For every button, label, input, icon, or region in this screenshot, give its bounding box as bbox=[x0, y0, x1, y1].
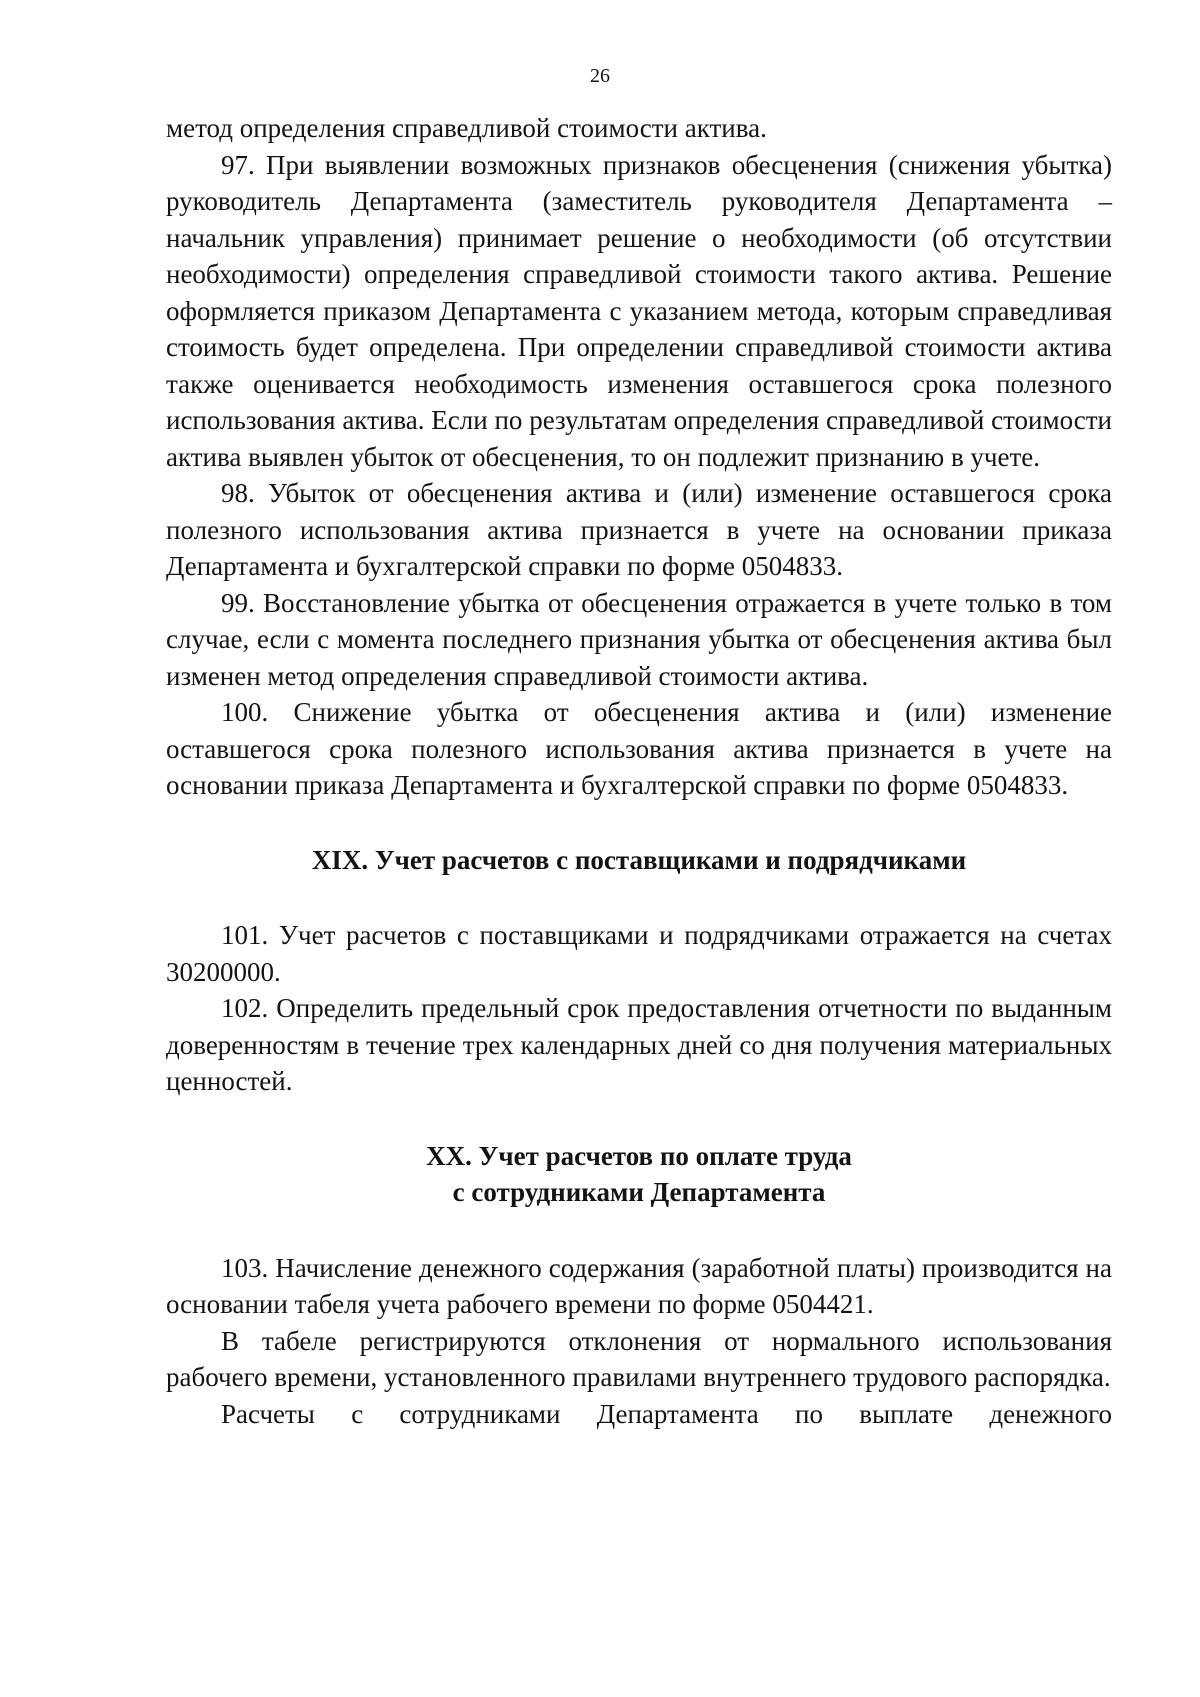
word: сотрудниками bbox=[399, 1398, 561, 1429]
paragraph-103-settlements-first-line bbox=[166, 1396, 1112, 1433]
document-body bbox=[166, 110, 1112, 1432]
paragraph-100: 100. Снижение убытка от обесценения актива и (или) изменение оставшегося срока полезного использования актива признается в учете на основании приказа Департамента и бухгалтерской справки по форме 0504833. bbox=[166, 697, 1112, 800]
word: Департамента bbox=[596, 1398, 759, 1429]
paragraph-103-timesheet: В табеле регистрируются отклонения от нормального использования рабочего времени, установленного правилами внутреннего трудового распорядка. bbox=[166, 1325, 1112, 1392]
page-number: 26 bbox=[590, 65, 610, 87]
section-heading-xx bbox=[166, 1138, 1112, 1211]
section-heading-xx-line1: XX. Учет расчетов по оплате труда bbox=[426, 1140, 852, 1171]
word: по bbox=[795, 1398, 823, 1429]
word: Расчеты bbox=[221, 1398, 315, 1429]
paragraph-97: 97. При выявлении возможных признаков обесценения (снижения убытка) руководитель Департамента (заместитель руководителя Департамента – начальник управления) принимает решение о необходимости (об отсутствии необходимости) определения справедливой стоимости такого актива. Решение оформляется приказом Департамента с указанием метода, которым справедливая стоимость будет определена. При определении справедливой стоимости актива также оценивается необходимость изменения оставшегося срока полезного использования актива. Если по результатам определения справедливой стоимости актива выявлен убыток от обесценения, то он подлежит признанию в учете. bbox=[166, 149, 1112, 472]
word: денежного bbox=[989, 1398, 1112, 1429]
paragraph-99: 99. Восстановление убытка от обесценения отражается в учете только в том случае, если с момента последнего признания убытка от обесценения актива был изменен метод определения справедливой стоимости актива. bbox=[166, 587, 1112, 691]
section-heading-xx-line2: с сотрудниками Департамента bbox=[452, 1177, 826, 1207]
paragraph-96-continuation: метод определения справедливой стоимости актива. bbox=[166, 113, 767, 143]
paragraph-103: 103. Начисление денежного содержания (заработной платы) производится на основании табеля учета рабочего времени по форме 0504421. bbox=[166, 1252, 1112, 1319]
paragraph-98: 98. Убыток от обесценения актива и (или) изменение оставшегося срока полезного использования актива признается в учете на основании приказа Департамента и бухгалтерской справки по форме 0504833. bbox=[166, 478, 1112, 581]
word: выплате bbox=[859, 1398, 954, 1429]
paragraph-101: 101. Учет расчетов с поставщиками и подрядчиками отражается на счетах 30200000. bbox=[166, 920, 1112, 987]
section-heading-xix: XIX. Учет расчетов с поставщиками и подрядчиками bbox=[311, 844, 967, 875]
word: с bbox=[351, 1398, 364, 1429]
paragraph-102: 102. Определить предельный срок предоставления отчетности по выданным доверенностям в течение трех календарных дней со дня получения материальных ценностей. bbox=[166, 993, 1112, 1096]
